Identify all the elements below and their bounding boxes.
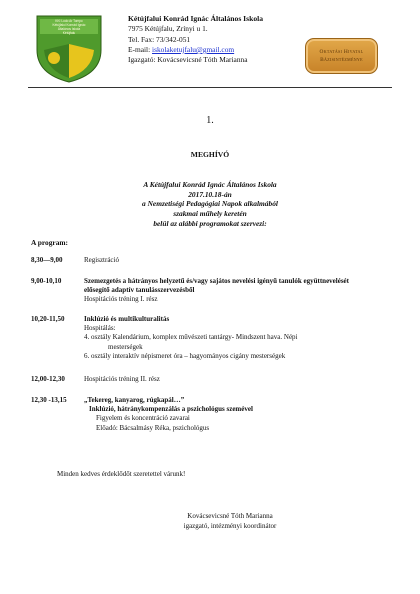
- oktatasi-hivatal-badge: [305, 38, 378, 74]
- badge-line-1: Oktatási Hivatal: [319, 49, 364, 55]
- program-time: 12,00-12,30: [31, 375, 65, 383]
- program-line: Előadó: Bácsalmásy Réka, pszichológus: [96, 423, 210, 432]
- program-time: 12,30 -13,15: [31, 396, 67, 404]
- program-time: 9,00-10,10: [31, 277, 62, 285]
- signature-role: igazgató, intézményi koordinátor: [183, 522, 277, 530]
- program-line: Regisztráció: [84, 256, 119, 264]
- intro-line-2: 2017.10.18-án: [188, 189, 232, 199]
- program-time: 8,30—9,00: [31, 256, 63, 264]
- email-label: E-mail:: [128, 44, 153, 54]
- signature-block: [160, 511, 300, 531]
- program-line: Hospitációs tréning II. rész: [84, 375, 160, 383]
- program-subtitle: Inklúzió, hátránykompenzálás a pszichológus szemével: [89, 405, 253, 414]
- school-email-line: [128, 45, 263, 55]
- program-item: [84, 315, 374, 361]
- school-name: Kétújfalui Konrád Ignác Általános Iskola: [128, 14, 264, 23]
- program-time: 10,20-11,50: [31, 315, 65, 323]
- intro-paragraph: [0, 180, 420, 229]
- intro-line-4: szakmai műhely keretén: [173, 209, 247, 219]
- page-number: 1.: [206, 115, 214, 126]
- program-title: „Tekereg, kanyarog, rúgkapál…”: [84, 396, 185, 404]
- intro-line-1: A Kétújfalui Konrád Ignác Általános Iskola: [143, 180, 277, 189]
- program-item: [84, 256, 374, 265]
- email-link[interactable]: iskolaketujfalu@gmail.com: [152, 44, 235, 54]
- school-phone: Tel. Fax: 73/342-051: [128, 34, 191, 44]
- program-line: mesterségek: [108, 342, 143, 351]
- intro-line-5: belül az alábbi programokat szervezi:: [153, 218, 267, 228]
- school-logo: [34, 14, 104, 84]
- program-item: [84, 277, 374, 305]
- program-line: Hospitálás:: [84, 324, 116, 333]
- logo-text-2: Kétújfalui Konrád Ignác: [52, 23, 86, 27]
- document-title: MEGHÍVÓ: [190, 150, 230, 159]
- logo-text-3: Általános Iskola: [57, 27, 81, 31]
- program-item: [84, 396, 374, 433]
- program-heading: A program:: [31, 238, 69, 247]
- school-address-block: [128, 14, 263, 65]
- intro-line-3: a Nemzetiségi Pedagógiai Napok alkalmából: [142, 199, 278, 209]
- school-principal: Igazgató: Kovácsevicsné Tóth Marianna: [128, 55, 248, 65]
- school-address: 7975 Kétújfalu, Zrínyi u 1.: [128, 24, 208, 34]
- program-title: Szemezgetés a hátrányos helyzetű és/vagy sajátos nevelési igényű tanulók együttnevelését elősegítő adaptív tanulásszervezésből: [84, 277, 349, 295]
- program-line: Figyelem és koncentráció zavarai: [96, 414, 190, 423]
- program-line: 6. osztály interaktív népismeret óra – hagyományos cigány mesterségek: [84, 351, 286, 360]
- program-line: 4. osztály Kalendárium, komplex művészeti tantárgy- Mindszent hava. Népi: [84, 333, 298, 342]
- closing-invitation: Minden kedves érdeklődőt szeretettel várunk!: [57, 470, 186, 478]
- program-item: [84, 375, 374, 384]
- header-divider: [28, 87, 392, 88]
- badge-line-2: Bázisintézménye: [320, 57, 363, 63]
- program-title: Inklúzió és multikulturalitás: [84, 315, 170, 323]
- signature-name: Kovácsevicsné Tóth Marianna: [187, 512, 273, 520]
- logo-text-4: Kétújfalu: [62, 31, 76, 35]
- program-line: Hospitációs tréning I. rész: [84, 295, 158, 304]
- logo-text-1: KKI Lodo Ar Tompo: [55, 19, 83, 23]
